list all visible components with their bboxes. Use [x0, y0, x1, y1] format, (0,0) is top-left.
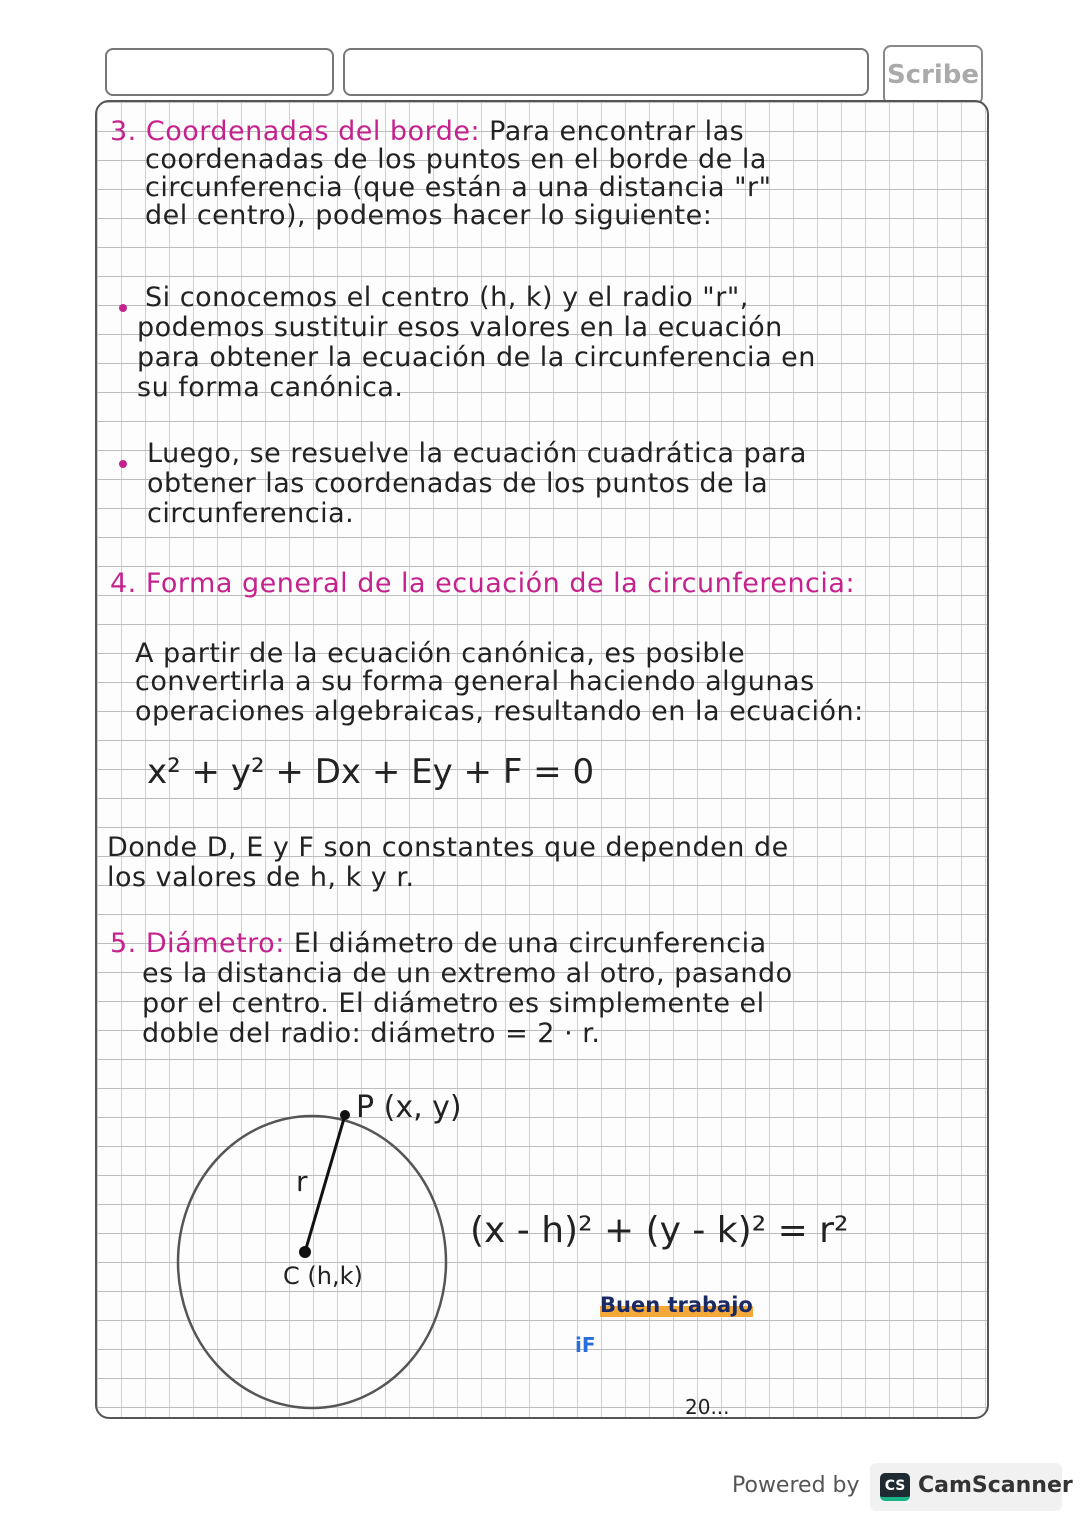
section3-line: circunferencia (que están a una distancia "r" — [145, 172, 772, 203]
bullet2-line: Luego, se resuelve la ecuación cuadrática para — [147, 438, 807, 469]
radius-label: r — [296, 1165, 308, 1198]
camscanner-logo-icon: CS — [880, 1473, 910, 1501]
section5-line: es la distancia de un extremo al otro, pasando — [142, 958, 793, 989]
section4-line: A partir de la ecuación canónica, es posible — [135, 638, 746, 669]
section4-line: operaciones algebraicas, resultando en la ecuación: — [135, 696, 864, 727]
stamp-date: 20... — [685, 1395, 730, 1419]
section5-title: 5. Diámetro: — [110, 928, 285, 959]
bullet1-line: para obtener la ecuación de la circunferencia en — [137, 342, 816, 373]
teacher-stamp: Buen trabajo — [600, 1293, 753, 1317]
bullet2-line: circunferencia. — [147, 498, 355, 529]
bullet1-line: podemos sustituir esos valores en la ecuación — [137, 312, 783, 343]
section3-text: Para encontrar las — [489, 116, 745, 147]
section4-line: convertirla a su forma general haciendo algunas — [135, 666, 815, 697]
point-p-label: P (x, y) — [356, 1090, 462, 1125]
center-label: C (h,k) — [283, 1262, 363, 1290]
point-p-dot — [340, 1110, 350, 1120]
stamp-subtext: iF — [575, 1333, 596, 1357]
scribe-logo: Scribe — [883, 45, 983, 105]
radius-line — [305, 1115, 345, 1252]
section3-line: coordenadas de los puntos en el borde de la — [145, 144, 767, 175]
camscanner-brand: CamScanner — [918, 1473, 1073, 1498]
powered-by-text: Powered by — [732, 1473, 860, 1498]
camscanner-badge — [870, 1463, 1073, 1511]
section4-note: Donde D, E y F son constantes que dependen de — [107, 832, 789, 863]
section3-title: 3. Coordenadas del borde: — [110, 116, 481, 147]
canonical-equation: (x - h)² + (y - k)² = r² — [470, 1210, 849, 1251]
general-formula: x² + y² + Dx + Ey + F = 0 — [147, 752, 595, 792]
bullet1-line: Si conocemos el centro (h, k) y el radio "r", — [145, 282, 749, 313]
section5-text: El diámetro de una circunferencia — [293, 928, 767, 959]
section5-line: por el centro. El diámetro es simplemente el — [142, 988, 765, 1019]
section5-line: doble del radio: diámetro = 2 · r. — [142, 1018, 601, 1049]
center-dot — [299, 1246, 311, 1258]
section3-line: del centro), podemos hacer lo siguiente: — [145, 200, 713, 231]
bullet2-line: obtener las coordenadas de los puntos de la — [147, 468, 769, 499]
bullet1-line: su forma canónica. — [137, 372, 404, 403]
section4-title: 4. Forma general de la ecuación de la circunferencia: — [110, 568, 856, 599]
section4-note: los valores de h, k y r. — [107, 862, 415, 893]
